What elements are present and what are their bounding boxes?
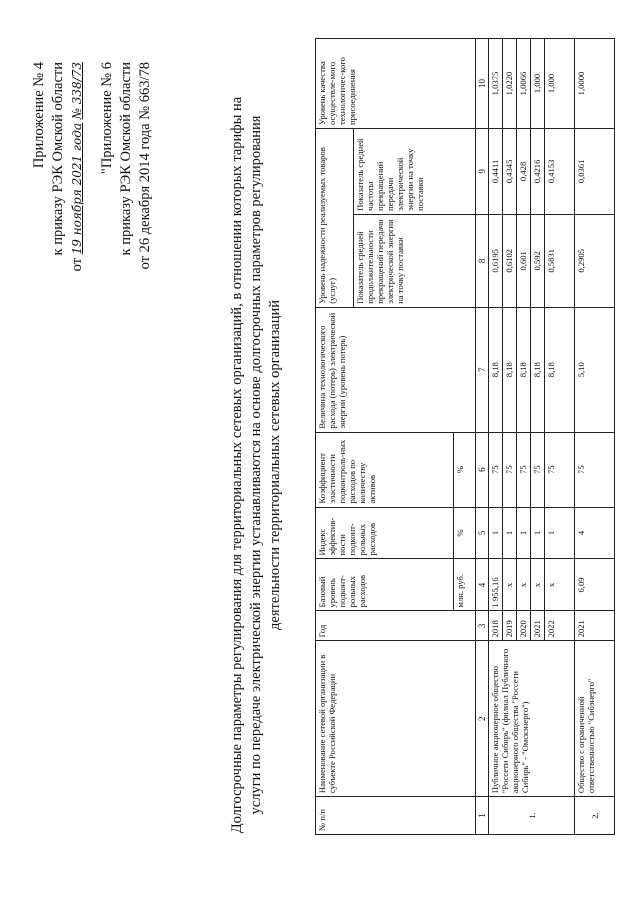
column-number: 8 bbox=[476, 214, 489, 307]
annex2-line1: "Приложение № 6 bbox=[99, 62, 115, 175]
cell-quality: 1,000 bbox=[545, 39, 575, 129]
annex1-line3 bbox=[68, 62, 87, 271]
column-number: 5 bbox=[476, 507, 489, 559]
column-number: 9 bbox=[476, 128, 489, 214]
column-number: 1 bbox=[476, 797, 489, 835]
header-organization: Наименование сетевой организации в субъекте Российской Федерации bbox=[316, 641, 476, 797]
cell-quality: 1,0220 bbox=[503, 39, 517, 129]
cell-frequency: 0,4345 bbox=[503, 128, 517, 214]
cell-loss: 8,18 bbox=[517, 307, 531, 432]
cell-base: x bbox=[503, 559, 517, 611]
column-number-row bbox=[476, 39, 489, 835]
org1-name: Публичное акционерное общество "Россети Сибирь" (филиал Публичного акционерного общества "Россети Сибирь" - "Омскэнерго") bbox=[489, 641, 575, 797]
cell-duration: 0,5831 bbox=[545, 214, 575, 307]
cell-quality: 1,0375 bbox=[489, 39, 503, 129]
cell-year: 2021 bbox=[531, 611, 545, 641]
header-base-level: Базовый уровень подконт-рольных расходов bbox=[316, 559, 454, 611]
cell-index: 1 bbox=[489, 507, 503, 559]
cell-coef: 75 bbox=[545, 432, 575, 507]
header-reliability: Уровень надежности реализуемых товаров (услуг) bbox=[316, 128, 354, 307]
cell-loss: 8,18 bbox=[503, 307, 517, 432]
cell-coef: 75 bbox=[517, 432, 531, 507]
annex-block-current bbox=[30, 62, 87, 271]
column-number: 3 bbox=[476, 611, 489, 641]
header-technological-loss: Величина технологического расхода (потерь) электрической энергии (уровень потерь) bbox=[316, 307, 476, 432]
cell-frequency: 0,428 bbox=[517, 128, 531, 214]
cell-index: 1 bbox=[531, 507, 545, 559]
annex-block-original bbox=[98, 62, 155, 269]
cell-year: 2018 bbox=[489, 611, 503, 641]
title-line2: услуги по передаче электрической энергии устанавливаются на основе долгосрочных параметров регулирования bbox=[248, 115, 264, 815]
cell-frequency: 0,0361 bbox=[575, 128, 615, 214]
column-number: 7 bbox=[476, 307, 489, 432]
unit-index: % bbox=[454, 507, 476, 559]
handwritten-number: № 338/73 bbox=[70, 62, 84, 120]
column-number: 2 bbox=[476, 641, 489, 797]
annex2-line2: к приказу РЭК Омской области bbox=[118, 62, 134, 256]
column-number: 6 bbox=[476, 432, 489, 507]
cell-base: x bbox=[545, 559, 575, 611]
annex1-line2: к приказу РЭК Омской области bbox=[50, 62, 66, 256]
document-title bbox=[228, 65, 285, 865]
title-line3: деятельности территориальных сетевых организаций bbox=[267, 300, 283, 630]
handwritten-date: 19 ноября 2021 года bbox=[70, 123, 84, 255]
cell-duration: 0,6102 bbox=[503, 214, 517, 307]
cell-index: 1 bbox=[517, 507, 531, 559]
cell-base: 1 955,16 bbox=[489, 559, 503, 611]
annex2-line3: от 26 декабря 2014 года № 663/78 bbox=[137, 62, 153, 270]
cell-frequency: 0,4216 bbox=[531, 128, 545, 214]
cell-base: 6,09 bbox=[575, 559, 615, 611]
column-number: 10 bbox=[476, 39, 489, 129]
annex1-line1: Приложение № 4 bbox=[31, 62, 47, 169]
annex1-prefix: от bbox=[69, 257, 85, 272]
table-row bbox=[489, 39, 503, 835]
cell-base: x bbox=[531, 559, 545, 611]
header-no: № п/п bbox=[316, 797, 476, 835]
cell-coef: 75 bbox=[531, 432, 545, 507]
cell-duration: 0,592 bbox=[531, 214, 545, 307]
cell-index: 1 bbox=[503, 507, 517, 559]
cell-quality: 1,0066 bbox=[517, 39, 531, 129]
cell-loss: 8,18 bbox=[531, 307, 545, 432]
cell-duration: 0,601 bbox=[517, 214, 531, 307]
header-connection-quality: Уровень качества осуществле-мого технологичес-кого присоединения bbox=[316, 39, 476, 129]
header-elasticity-coefficient: Коэффициент эластичности подконтроль-ных расходов по количеству активов bbox=[316, 432, 454, 507]
unit-coef: % bbox=[454, 432, 476, 507]
title-line1: Долгосрочные параметры регулирования для территориальных сетевых организаций, в отношении которых тарифы на bbox=[229, 96, 245, 834]
header-efficiency-index: Индекс эффектив-ности подконт-рольных расходов bbox=[316, 507, 454, 559]
cell-loss: 8,18 bbox=[545, 307, 575, 432]
header-interruption-frequency: Показатель средней частоты прекращений передачи электрической энергии на точку поставки bbox=[354, 128, 476, 214]
cell-year: 2021 bbox=[575, 611, 615, 641]
header-year: Год bbox=[316, 611, 476, 641]
cell-duration: 0,6195 bbox=[489, 214, 503, 307]
cell-loss: 5,10 bbox=[575, 307, 615, 432]
parameters-table bbox=[315, 38, 615, 835]
org2-name: Общество с ограниченной ответственностью "Сибэнерго" bbox=[575, 641, 615, 797]
cell-duration: 0,2905 bbox=[575, 214, 615, 307]
cell-index: 4 bbox=[575, 507, 615, 559]
cell-year: 2022 bbox=[545, 611, 575, 641]
unit-base: млн. руб. bbox=[454, 559, 476, 611]
cell-quality: 1,000 bbox=[531, 39, 545, 129]
org1-number: 1. bbox=[489, 797, 575, 835]
cell-frequency: 0,4153 bbox=[545, 128, 575, 214]
table-row bbox=[575, 39, 615, 835]
org2-number: 2. bbox=[575, 797, 615, 835]
cell-quality: 1,0000 bbox=[575, 39, 615, 129]
header-interruption-duration: Показатель средней продолжительности прекращений передачи электрической энергии на точку поставки bbox=[354, 214, 476, 307]
cell-loss: 8,18 bbox=[489, 307, 503, 432]
cell-year: 2019 bbox=[503, 611, 517, 641]
cell-coef: 75 bbox=[503, 432, 517, 507]
cell-frequency: 0,4411 bbox=[489, 128, 503, 214]
cell-coef: 75 bbox=[575, 432, 615, 507]
column-number: 4 bbox=[476, 559, 489, 611]
cell-index: 1 bbox=[545, 507, 575, 559]
cell-base: x bbox=[517, 559, 531, 611]
cell-coef: 75 bbox=[489, 432, 503, 507]
cell-year: 2020 bbox=[517, 611, 531, 641]
